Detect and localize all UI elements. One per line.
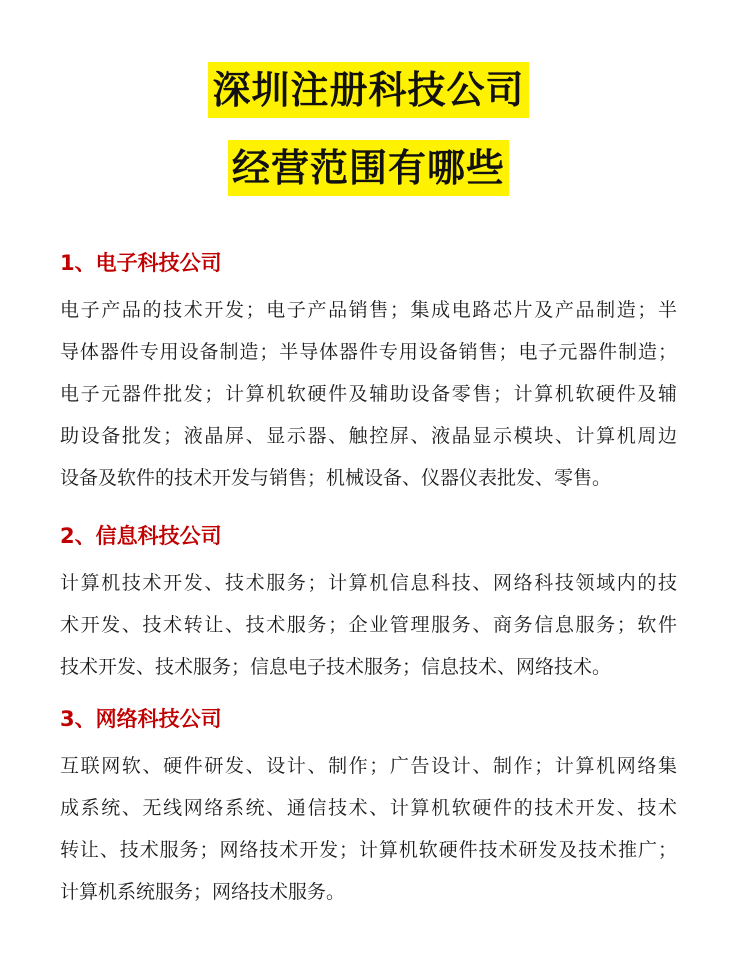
body-line: 计算机系统服务；网络技术服务。 xyxy=(60,881,346,903)
body-line: 成系统、无线网络系统、通信技术、计算机软硬件的技术开发、技术 xyxy=(60,797,677,819)
section-heading: 3、网络科技公司 xyxy=(60,707,222,731)
page-title-line-1: 深圳注册科技公司 xyxy=(208,62,528,118)
section-network xyxy=(60,705,677,913)
section-body xyxy=(60,562,677,688)
section-heading: 2、信息科技公司 xyxy=(60,524,222,548)
body-line: 术开发、技术转让、技术服务；企业管理服务、商务信息服务；软件 xyxy=(60,614,677,636)
title-line-1-wrap xyxy=(0,62,737,118)
body-line: 转让、技术服务；网络技术开发；计算机软硬件技术研发及技术推广； xyxy=(60,839,677,861)
body-line: 计算机技术开发、技术服务；计算机信息科技、网络科技领域内的技 xyxy=(60,572,677,594)
body-line: 互联网软、硬件研发、设计、制作；广告设计、制作；计算机网络集 xyxy=(60,755,677,777)
body-line: 设备及软件的技术开发与销售；机械设备、仪器仪表批发、零售。 xyxy=(60,467,612,489)
body-line: 电子产品的技术开发；电子产品销售；集成电路芯片及产品制造；半 xyxy=(60,299,677,321)
title-line-2-wrap xyxy=(0,140,737,196)
page-title-line-2: 经营范围有哪些 xyxy=(228,140,509,196)
section-electronics xyxy=(60,249,677,499)
section-body xyxy=(60,289,677,499)
body-line: 电子元器件批发；计算机软硬件及辅助设备零售；计算机软硬件及辅 xyxy=(60,383,677,405)
body-line: 技术开发、技术服务；信息电子技术服务；信息技术、网络技术。 xyxy=(60,656,612,678)
section-body xyxy=(60,745,677,913)
section-heading: 1、电子科技公司 xyxy=(60,251,222,275)
body-line: 导体器件专用设备制造；半导体器件专用设备销售；电子元器件制造； xyxy=(60,341,677,363)
section-information xyxy=(60,522,677,688)
body-line: 助设备批发；液晶屏、显示器、触控屏、液晶显示模块、计算机周边 xyxy=(60,425,677,447)
